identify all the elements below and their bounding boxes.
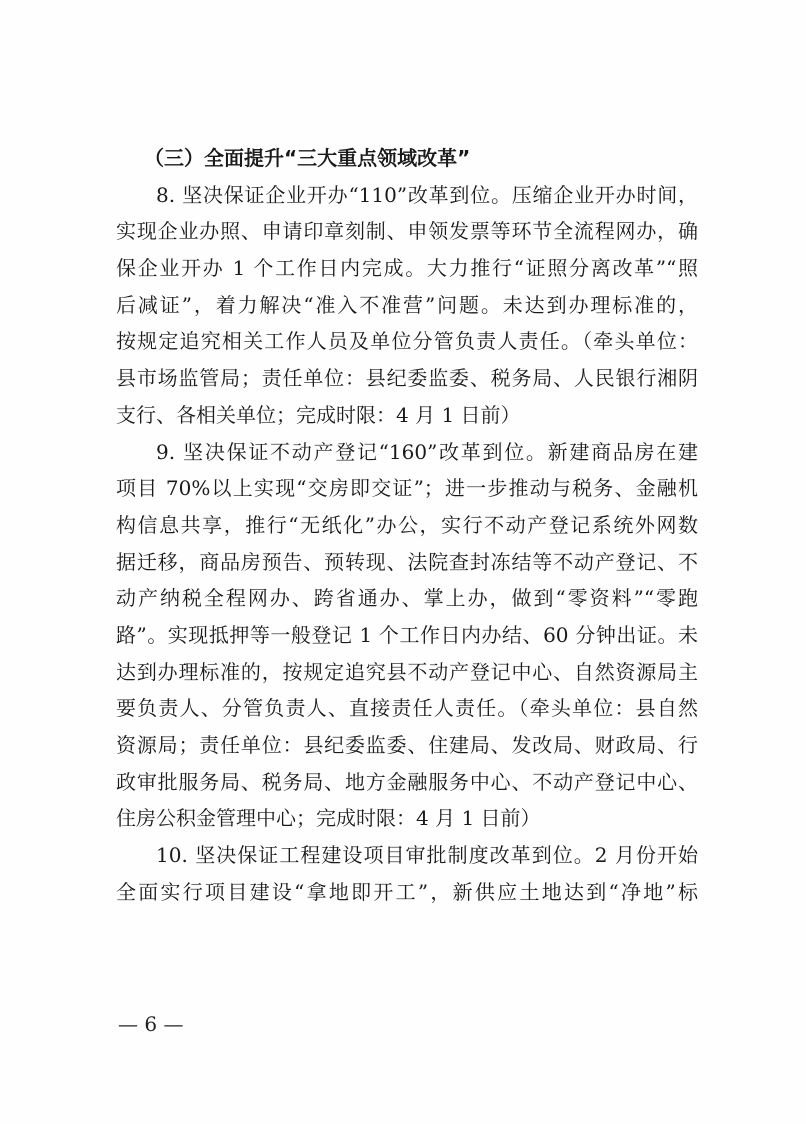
- paragraph-8: [116, 177, 698, 434]
- text-line: 县市场监管局；责任单位：县纪委监委、税务局、人民银行湘阴: [116, 366, 698, 391]
- text-line: 路”。实现抵押等一般登记 1 个工作日内办结、60 分钟出证。未: [116, 622, 698, 647]
- text-line: 保企业开办 1 个工作日内完成。大力推行“证照分离改革”“照: [116, 256, 698, 281]
- section-heading: （三）全面提升“三大重点领域改革”: [144, 146, 471, 170]
- text-line: 达到办理标准的，按规定追究县不动产登记中心、自然资源局主: [116, 659, 698, 684]
- text-line: 9. 坚决保证不动产登记“160”改革到位。新建商品房在建: [156, 439, 698, 464]
- text-line: 支行、各相关单位；完成时限：4 月 1 日前）: [116, 402, 521, 427]
- text-line: 10. 坚决保证工程建设项目审批制度改革到位。2 月份开始: [156, 843, 698, 868]
- text-line: 动产纳税全程网办、跨省通办、掌上办，做到“零资料”“零跑: [116, 586, 698, 611]
- paragraph-9: [116, 434, 698, 838]
- text-line: 项目 70%以上实现“交房即交证”；进一步推动与税务、金融机: [116, 476, 698, 501]
- page-number: — 6 —: [118, 1012, 184, 1036]
- text-line: 要负责人、分管负责人、直接责任人责任。（牵头单位：县自然: [116, 696, 698, 721]
- text-line: 住房公积金管理中心；完成时限：4 月 1 日前）: [116, 806, 541, 831]
- text-line: 构信息共享，推行“无纸化”办公，实行不动产登记系统外网数: [116, 512, 698, 537]
- text-line: 按规定追究相关工作人员及单位分管负责人责任。（牵头单位：: [116, 329, 698, 354]
- document-body: [116, 140, 698, 910]
- text-line: 后减证”，着力解决“准入不准营”问题。未达到办理标准的，: [116, 292, 698, 317]
- text-line: 政审批服务局、税务局、地方金融服务中心、不动产登记中心、: [116, 769, 698, 794]
- text-line: 实现企业办照、申请印章刻制、申领发票等环节全流程网办，确: [116, 219, 698, 244]
- paragraph-10: [116, 837, 698, 910]
- text-line: 8. 坚决保证企业开办“110”改革到位。压缩企业开办时间，: [156, 182, 698, 207]
- text-line: 全面实行项目建设“拿地即开工”，新供应土地达到“净地”标: [116, 879, 698, 904]
- text-line: 资源局；责任单位：县纪委监委、住建局、发改局、财政局、行: [116, 733, 698, 758]
- text-line: 据迁移，商品房预告、预转现、法院查封冻结等不动产登记、不: [116, 549, 698, 574]
